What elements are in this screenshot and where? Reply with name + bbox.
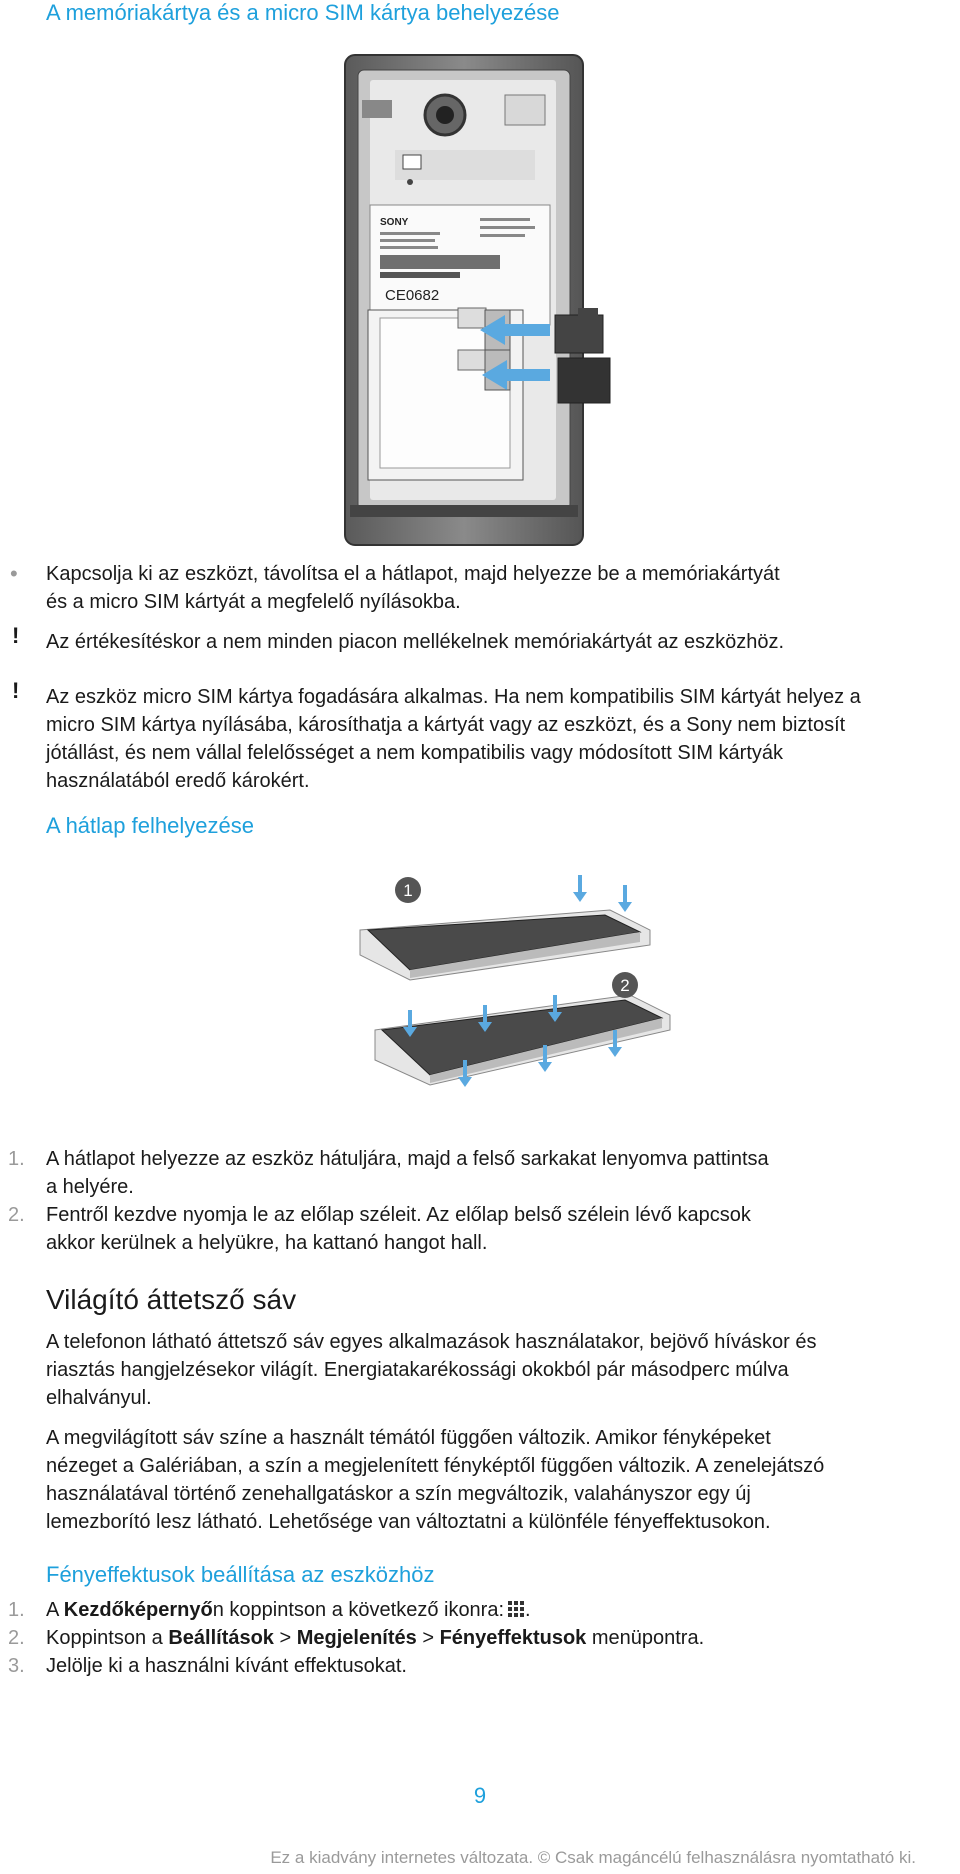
bullet-line-2: és a micro SIM kártyát a megfelelő nyílásokba. — [46, 591, 461, 613]
settings-label: Beállítások — [168, 1627, 274, 1649]
light-bar-para-2-line-3: használatával történő zenehallgatáskor a szín megváltozik, valahányszor egy új — [46, 1483, 751, 1505]
light-bar-para-1-line-3: elhalványul. — [46, 1387, 152, 1409]
page-number: 9 — [473, 1783, 487, 1808]
section-title-back-cover: A hátlap felhelyezése — [46, 813, 254, 838]
light-effects-step-1: A Kezdőképernyőn koppintson a következő ikonra: . — [46, 1599, 531, 1621]
phone-back-illustration — [340, 50, 680, 550]
note-memory-card: Az értékesítéskor a nem minden piacon mellékelnek memóriakártyát az eszközhöz. — [46, 631, 785, 653]
light-effects-label: Fényeffektusok — [439, 1627, 587, 1649]
step-2-line-1: Fentről kezdve nyomja le az előlap széleit. Az előlap belső szélein lévő kapcsok — [46, 1204, 751, 1226]
app-grid-icon — [508, 1601, 525, 1618]
bullet-dot: • — [10, 561, 18, 586]
light-effects-step-2: Koppintson a Beállítások > Megjelenítés > Fényeffektusok menüpontra. — [46, 1627, 705, 1649]
section-title-memory-card: A memóriakártya és a micro SIM kártya behelyezése — [46, 0, 560, 25]
step-badge-1: 1 — [403, 881, 413, 900]
light-bar-para-2-line-4: lemezborító lesz látható. Lehetősége van változtatni a különféle fényeffektusokon. — [46, 1511, 771, 1533]
note-sim-line-1: Az eszköz micro SIM kártya fogadására alkalmas. Ha nem kompatibilis SIM kártyát helyez a — [46, 686, 861, 708]
home-screen-label: Kezdőképernyő — [63, 1599, 213, 1621]
note-sim-line-4: használatából eredő károkért. — [46, 770, 310, 792]
note-sim-line-3: jótállást, és nem vállal felelősséget a nem kompatibilis vagy módosított SIM kártyák — [46, 742, 783, 764]
warning-icon: ! — [12, 678, 20, 703]
label-brand: SONY — [380, 217, 409, 228]
section-title-light-effects: Fényeffektusok beállítása az eszközhöz — [46, 1562, 435, 1587]
step-badge-2: 2 — [620, 976, 630, 995]
light-bar-para-1-line-1: A telefonon látható áttetsző sáv egyes alkalmazások használatakor, bejövő híváskor és — [46, 1331, 817, 1353]
step-1-line-1: A hátlapot helyezze az eszköz hátuljára, majd a felső sarkakat lenyomva pattintsa — [46, 1148, 769, 1170]
step-number: 2. — [8, 1204, 25, 1226]
label-ce-mark: CE0682 — [385, 287, 440, 304]
light-bar-para-2-line-2: nézeget a Galériában, a szín a megjelenített fényképtől függően változik. A zenelejátszó — [46, 1455, 825, 1477]
step-number: 3. — [8, 1655, 25, 1677]
step-number: 2. — [8, 1627, 25, 1649]
back-cover-illustration — [350, 870, 680, 1115]
light-effects-step-3: Jelölje ki a használni kívánt effektusokat. — [46, 1655, 407, 1677]
step-number: 1. — [8, 1599, 25, 1621]
section-title-light-bar: Világító áttetsző sáv — [46, 1284, 297, 1315]
note-sim-line-2: micro SIM kártya nyílásába, károsíthatja a kártyát vagy az eszközt, és a Sony nem biztosít — [46, 714, 846, 736]
step-2-line-2: akkor kerülnek a helyükre, ha kattanó hangot hall. — [46, 1232, 488, 1254]
step-number: 1. — [8, 1148, 25, 1170]
light-bar-para-2-line-1: A megvilágított sáv színe a használt témától függően változik. Amikor fényképeket — [46, 1427, 771, 1449]
footer-disclaimer: Ez a kiadvány internetes változata. © Csak magáncélú felhasználásra nyomtatható ki. — [270, 1848, 916, 1867]
warning-icon: ! — [12, 623, 20, 648]
light-bar-para-1-line-2: riasztás hangjelzésekor világít. Energiatakarékossági okokból pár másodperc múlva — [46, 1359, 789, 1381]
display-label: Megjelenítés — [296, 1627, 417, 1649]
bullet-line-1: Kapcsolja ki az eszközt, távolítsa el a hátlapot, majd helyezze be a memóriakártyát — [46, 563, 780, 585]
step-1-line-2: a helyére. — [46, 1176, 134, 1198]
